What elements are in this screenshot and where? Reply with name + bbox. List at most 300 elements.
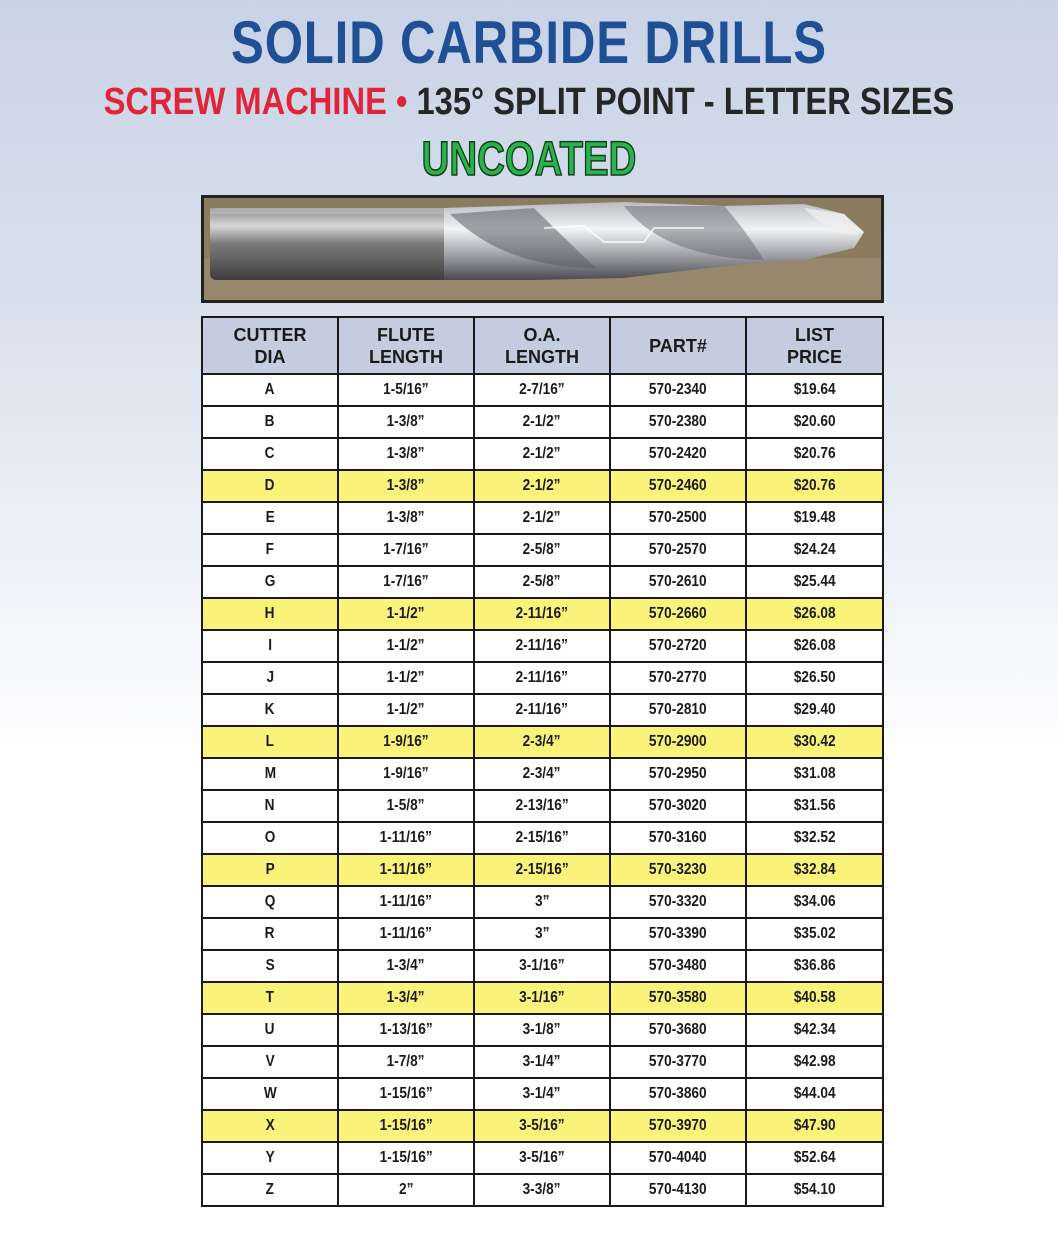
- cell-oa-length: [474, 406, 610, 438]
- cell-oa-length-text: 3-3/8”: [523, 1181, 561, 1198]
- cell-list-price: [746, 822, 883, 854]
- cell-flute-length-text: 1-1/2”: [387, 605, 425, 622]
- cell-cutter-dia-text: C: [265, 445, 275, 462]
- cell-part-number-text: 570-2460: [649, 477, 707, 494]
- cell-flute-length-text: 2”: [398, 1181, 414, 1198]
- cell-part-number: [610, 1014, 746, 1046]
- cell-cutter-dia: [202, 1078, 338, 1110]
- cell-cutter-dia-text: H: [265, 605, 275, 622]
- cell-oa-length-text: 3-1/8”: [523, 1021, 561, 1038]
- cell-cutter-dia: [202, 1110, 338, 1142]
- cell-part-number-text: 570-3680: [649, 1021, 707, 1038]
- cell-list-price-text: $30.42: [793, 733, 836, 750]
- cell-cutter-dia: [202, 630, 338, 662]
- cell-part-number-text: 570-2380: [649, 413, 707, 430]
- cell-oa-length: [474, 534, 610, 566]
- table-row: [202, 598, 883, 630]
- cell-part-number: [610, 918, 746, 950]
- cell-oa-length: [474, 822, 610, 854]
- cell-flute-length-text: 1-3/8”: [387, 509, 425, 526]
- cell-part-number: [610, 1110, 746, 1142]
- cell-part-number-text: 570-4130: [649, 1181, 707, 1198]
- header-list-price: LIST PRICE: [746, 317, 883, 374]
- cell-oa-length: [474, 1142, 610, 1174]
- cell-cutter-dia: [202, 886, 338, 918]
- drill-photo: [201, 195, 884, 303]
- cell-cutter-dia-text: K: [265, 701, 275, 718]
- subtitle-split-point: 135° SPLIT POINT - LETTER SIZES: [416, 81, 955, 123]
- table-row: [202, 566, 883, 598]
- cell-part-number-text: 570-3320: [649, 893, 707, 910]
- cell-list-price: [746, 854, 883, 886]
- cell-part-number: [610, 374, 746, 406]
- cell-oa-length-text: 3”: [534, 925, 550, 942]
- cell-list-price: [746, 566, 883, 598]
- cell-part-number-text: 570-2810: [649, 701, 707, 718]
- drill-specs-table: [201, 316, 884, 1207]
- cell-flute-length-text: 1-7/16”: [383, 573, 429, 590]
- cell-oa-length-text: 2-3/4”: [523, 733, 561, 750]
- cell-cutter-dia: [202, 438, 338, 470]
- cell-list-price-text: $42.34: [793, 1021, 836, 1038]
- cell-flute-length-text: 1-3/4”: [387, 989, 425, 1006]
- header-part-number: PART#: [610, 317, 746, 374]
- cell-list-price: [746, 982, 883, 1014]
- cell-cutter-dia: [202, 854, 338, 886]
- cell-cutter-dia-text: M: [264, 765, 276, 782]
- cell-cutter-dia: [202, 534, 338, 566]
- cell-flute-length-text: 1-11/16”: [379, 893, 433, 910]
- cell-oa-length: [474, 918, 610, 950]
- cell-part-number: [610, 694, 746, 726]
- cell-oa-length: [474, 470, 610, 502]
- cell-part-number-text: 570-3390: [649, 925, 707, 942]
- cell-part-number: [610, 534, 746, 566]
- cell-list-price-text: $32.52: [793, 829, 836, 846]
- cell-oa-length-text: 2-11/16”: [515, 701, 569, 718]
- cell-part-number-text: 570-2610: [649, 573, 707, 590]
- table-row: [202, 726, 883, 758]
- cell-oa-length-text: 2-1/2”: [523, 445, 561, 462]
- cell-cutter-dia-text: U: [265, 1021, 275, 1038]
- cell-list-price-text: $40.58: [793, 989, 836, 1006]
- cell-part-number: [610, 1078, 746, 1110]
- cell-part-number: [610, 662, 746, 694]
- cell-list-price-text: $26.08: [793, 605, 836, 622]
- cell-cutter-dia-text: F: [265, 541, 275, 558]
- cell-flute-length: [338, 822, 474, 854]
- cell-cutter-dia-text: L: [265, 733, 275, 750]
- cell-cutter-dia: [202, 406, 338, 438]
- cell-list-price: [746, 1174, 883, 1206]
- cell-list-price: [746, 374, 883, 406]
- cell-flute-length: [338, 630, 474, 662]
- cell-list-price-text: $19.48: [793, 509, 836, 526]
- subtitle-bullet: •: [395, 81, 408, 123]
- cell-cutter-dia: [202, 758, 338, 790]
- cell-flute-length-text: 1-11/16”: [379, 861, 433, 878]
- cell-oa-length-text: 2-15/16”: [515, 861, 569, 878]
- cell-cutter-dia-text: Y: [265, 1149, 275, 1166]
- cell-flute-length: [338, 438, 474, 470]
- cell-flute-length-text: 1-15/16”: [379, 1117, 433, 1134]
- cell-oa-length-text: 2-11/16”: [515, 637, 569, 654]
- cell-oa-length: [474, 598, 610, 630]
- cell-oa-length: [474, 662, 610, 694]
- cell-flute-length: [338, 1078, 474, 1110]
- cell-part-number-text: 570-2420: [649, 445, 707, 462]
- cell-part-number: [610, 726, 746, 758]
- cell-flute-length: [338, 534, 474, 566]
- table-row: [202, 406, 883, 438]
- table-row: [202, 502, 883, 534]
- cell-cutter-dia-text: A: [265, 381, 275, 398]
- table-row: [202, 470, 883, 502]
- cell-list-price-text: $25.44: [793, 573, 836, 590]
- table-row: [202, 950, 883, 982]
- cell-cutter-dia-text: X: [265, 1117, 275, 1134]
- header-flute-length: FLUTE LENGTH: [338, 317, 474, 374]
- cell-oa-length-text: 2-13/16”: [515, 797, 569, 814]
- cell-cutter-dia: [202, 790, 338, 822]
- cell-flute-length: [338, 726, 474, 758]
- cell-flute-length: [338, 886, 474, 918]
- cell-list-price-text: $19.64: [793, 381, 836, 398]
- cell-list-price: [746, 598, 883, 630]
- cell-flute-length-text: 1-3/4”: [387, 957, 425, 974]
- cell-flute-length: [338, 1142, 474, 1174]
- cell-list-price-text: $20.76: [793, 445, 836, 462]
- cell-flute-length-text: 1-1/2”: [387, 701, 425, 718]
- cell-list-price-text: $31.08: [793, 765, 836, 782]
- cell-part-number-text: 570-3230: [649, 861, 707, 878]
- cell-cutter-dia-text: W: [263, 1085, 277, 1102]
- cell-part-number: [610, 406, 746, 438]
- cell-oa-length-text: 2-3/4”: [523, 765, 561, 782]
- cell-cutter-dia-text: G: [264, 573, 276, 590]
- cell-cutter-dia-text: S: [265, 957, 275, 974]
- cell-oa-length-text: 3-1/16”: [519, 957, 565, 974]
- cell-cutter-dia-text: R: [265, 925, 275, 942]
- cell-list-price-text: $32.84: [793, 861, 836, 878]
- cell-part-number: [610, 950, 746, 982]
- cell-cutter-dia: [202, 470, 338, 502]
- coating-label: UNCOATED: [421, 133, 637, 186]
- cell-list-price-text: $24.24: [793, 541, 836, 558]
- cell-flute-length-text: 1-5/8”: [387, 797, 425, 814]
- cell-part-number-text: 570-3860: [649, 1085, 707, 1102]
- table-row: [202, 534, 883, 566]
- cell-list-price-text: $36.86: [793, 957, 836, 974]
- cell-oa-length: [474, 630, 610, 662]
- cell-part-number-text: 570-2770: [649, 669, 707, 686]
- table-row: [202, 662, 883, 694]
- cell-flute-length-text: 1-11/16”: [379, 829, 433, 846]
- table-row: [202, 630, 883, 662]
- cell-list-price: [746, 502, 883, 534]
- cell-part-number-text: 570-2900: [649, 733, 707, 750]
- cell-cutter-dia: [202, 726, 338, 758]
- cell-oa-length: [474, 374, 610, 406]
- cell-flute-length: [338, 1110, 474, 1142]
- cell-part-number: [610, 1046, 746, 1078]
- cell-oa-length: [474, 694, 610, 726]
- cell-flute-length-text: 1-9/16”: [383, 733, 429, 750]
- cell-oa-length-text: 3-1/16”: [519, 989, 565, 1006]
- cell-part-number: [610, 566, 746, 598]
- cell-list-price-text: $31.56: [793, 797, 836, 814]
- cell-flute-length-text: 1-15/16”: [379, 1149, 433, 1166]
- cell-part-number-text: 570-3020: [649, 797, 707, 814]
- cell-flute-length-text: 1-9/16”: [383, 765, 429, 782]
- cell-flute-length: [338, 982, 474, 1014]
- cell-part-number-text: 570-3970: [649, 1117, 707, 1134]
- table-row: [202, 886, 883, 918]
- cell-cutter-dia: [202, 822, 338, 854]
- cell-cutter-dia-text: P: [265, 861, 275, 878]
- cell-cutter-dia: [202, 598, 338, 630]
- cell-list-price: [746, 1142, 883, 1174]
- cell-cutter-dia-text: O: [264, 829, 276, 846]
- cell-cutter-dia: [202, 950, 338, 982]
- table-row: [202, 854, 883, 886]
- cell-flute-length-text: 1-3/8”: [387, 413, 425, 430]
- cell-cutter-dia-text: T: [265, 989, 275, 1006]
- table-row: [202, 1078, 883, 1110]
- cell-flute-length-text: 1-3/8”: [387, 477, 425, 494]
- cell-part-number: [610, 502, 746, 534]
- cell-part-number-text: 570-3480: [649, 957, 707, 974]
- page-title: SOLID CARBIDE DRILLS: [231, 9, 827, 76]
- cell-part-number-text: 570-2500: [649, 509, 707, 526]
- cell-flute-length: [338, 470, 474, 502]
- cell-part-number: [610, 470, 746, 502]
- cell-oa-length: [474, 950, 610, 982]
- cell-cutter-dia-text: Z: [265, 1181, 275, 1198]
- cell-cutter-dia: [202, 918, 338, 950]
- cell-list-price: [746, 662, 883, 694]
- cell-oa-length: [474, 790, 610, 822]
- table-row: [202, 694, 883, 726]
- table-row: [202, 1110, 883, 1142]
- cell-part-number-text: 570-2720: [649, 637, 707, 654]
- cell-list-price: [746, 758, 883, 790]
- cell-part-number: [610, 630, 746, 662]
- drill-image: [204, 198, 881, 300]
- cell-cutter-dia: [202, 1174, 338, 1206]
- cell-cutter-dia-text: B: [265, 413, 275, 430]
- table-row: [202, 374, 883, 406]
- table-row: [202, 1046, 883, 1078]
- table-row: [202, 1014, 883, 1046]
- table-body: [202, 374, 883, 1206]
- cell-flute-length-text: 1-15/16”: [379, 1085, 433, 1102]
- cell-flute-length-text: 1-3/8”: [387, 445, 425, 462]
- cell-oa-length: [474, 1110, 610, 1142]
- header-oa-length: O.A. LENGTH: [474, 317, 610, 374]
- cell-list-price-text: $26.08: [793, 637, 836, 654]
- cell-list-price: [746, 950, 883, 982]
- cell-list-price-text: $20.60: [793, 413, 836, 430]
- cell-list-price: [746, 1078, 883, 1110]
- cell-cutter-dia: [202, 502, 338, 534]
- cell-cutter-dia: [202, 982, 338, 1014]
- header-cutter-dia: CUTTER DIA: [202, 317, 338, 374]
- cell-flute-length: [338, 790, 474, 822]
- cell-cutter-dia: [202, 566, 338, 598]
- cell-part-number-text: 570-3580: [649, 989, 707, 1006]
- table-row: [202, 1174, 883, 1206]
- cell-flute-length-text: 1-13/16”: [379, 1021, 433, 1038]
- cell-list-price: [746, 1110, 883, 1142]
- cell-flute-length-text: 1-7/8”: [387, 1053, 425, 1070]
- cell-oa-length: [474, 1014, 610, 1046]
- cell-list-price-text: $34.06: [793, 893, 836, 910]
- cell-list-price: [746, 1046, 883, 1078]
- table-row: [202, 790, 883, 822]
- cell-list-price: [746, 534, 883, 566]
- cell-flute-length: [338, 918, 474, 950]
- table-header-row: [202, 317, 883, 374]
- cell-list-price: [746, 726, 883, 758]
- cell-part-number: [610, 438, 746, 470]
- cell-part-number-text: 570-2340: [649, 381, 707, 398]
- cell-flute-length: [338, 374, 474, 406]
- cell-oa-length-text: 2-1/2”: [523, 477, 561, 494]
- cell-part-number: [610, 886, 746, 918]
- cell-list-price-text: $42.98: [793, 1053, 836, 1070]
- cell-flute-length: [338, 1046, 474, 1078]
- cell-oa-length-text: 2-7/16”: [519, 381, 565, 398]
- cell-oa-length-text: 2-11/16”: [515, 605, 569, 622]
- cell-list-price-text: $35.02: [793, 925, 836, 942]
- cell-list-price: [746, 918, 883, 950]
- cell-oa-length: [474, 982, 610, 1014]
- cell-part-number-text: 570-2950: [649, 765, 707, 782]
- cell-flute-length: [338, 854, 474, 886]
- cell-part-number: [610, 598, 746, 630]
- cell-oa-length: [474, 758, 610, 790]
- subtitle-screw-machine: SCREW MACHINE: [103, 81, 387, 123]
- cell-oa-length-text: 2-5/8”: [523, 541, 561, 558]
- cell-list-price-text: $44.04: [793, 1085, 836, 1102]
- cell-flute-length: [338, 566, 474, 598]
- cell-flute-length: [338, 598, 474, 630]
- cell-oa-length: [474, 438, 610, 470]
- cell-oa-length-text: 2-11/16”: [515, 669, 569, 686]
- cell-list-price: [746, 470, 883, 502]
- cell-cutter-dia: [202, 1046, 338, 1078]
- cell-oa-length-text: 3-5/16”: [519, 1149, 565, 1166]
- cell-list-price: [746, 790, 883, 822]
- cell-oa-length: [474, 886, 610, 918]
- cell-oa-length-text: 3-1/4”: [523, 1085, 561, 1102]
- cell-list-price: [746, 886, 883, 918]
- cell-flute-length-text: 1-7/16”: [383, 541, 429, 558]
- table-row: [202, 822, 883, 854]
- cell-cutter-dia-text: J: [266, 669, 274, 686]
- cell-flute-length-text: 1-1/2”: [387, 669, 425, 686]
- cell-oa-length: [474, 566, 610, 598]
- cell-list-price-text: $54.10: [793, 1181, 836, 1198]
- cell-part-number-text: 570-3160: [649, 829, 707, 846]
- cell-list-price: [746, 1014, 883, 1046]
- cell-flute-length-text: 1-1/2”: [387, 637, 425, 654]
- cell-oa-length-text: 3-5/16”: [519, 1117, 565, 1134]
- cell-list-price: [746, 406, 883, 438]
- cell-oa-length-text: 2-15/16”: [515, 829, 569, 846]
- cell-flute-length: [338, 406, 474, 438]
- cell-flute-length: [338, 1174, 474, 1206]
- cell-cutter-dia-text: N: [265, 797, 275, 814]
- cell-cutter-dia-text: I: [268, 637, 272, 654]
- table-row: [202, 758, 883, 790]
- cell-list-price: [746, 438, 883, 470]
- table-row: [202, 1142, 883, 1174]
- cell-oa-length: [474, 1078, 610, 1110]
- cell-oa-length-text: 3-1/4”: [523, 1053, 561, 1070]
- cell-cutter-dia: [202, 694, 338, 726]
- table-row: [202, 918, 883, 950]
- cell-flute-length: [338, 694, 474, 726]
- cell-part-number-text: 570-3770: [649, 1053, 707, 1070]
- cell-flute-length-text: 1-5/16”: [383, 381, 429, 398]
- cell-part-number: [610, 758, 746, 790]
- cell-flute-length: [338, 1014, 474, 1046]
- cell-cutter-dia-text: D: [265, 477, 275, 494]
- cell-list-price-text: $47.90: [793, 1117, 836, 1134]
- cell-oa-length-text: 3”: [534, 893, 550, 910]
- cell-part-number: [610, 822, 746, 854]
- table-row: [202, 438, 883, 470]
- page-subtitle: [74, 80, 984, 124]
- cell-flute-length: [338, 662, 474, 694]
- cell-list-price-text: $20.76: [793, 477, 836, 494]
- cell-list-price-text: $26.50: [793, 669, 836, 686]
- cell-oa-length-text: 2-1/2”: [523, 413, 561, 430]
- cell-list-price: [746, 630, 883, 662]
- cell-list-price: [746, 694, 883, 726]
- cell-oa-length: [474, 1174, 610, 1206]
- cell-cutter-dia-text: E: [265, 509, 275, 526]
- table-row: [202, 982, 883, 1014]
- cell-oa-length: [474, 854, 610, 886]
- cell-cutter-dia: [202, 374, 338, 406]
- cell-cutter-dia-text: V: [265, 1053, 275, 1070]
- cell-part-number-text: 570-2660: [649, 605, 707, 622]
- cell-flute-length: [338, 950, 474, 982]
- cell-flute-length: [338, 502, 474, 534]
- cell-part-number: [610, 1142, 746, 1174]
- cell-cutter-dia-text: Q: [264, 893, 276, 910]
- cell-cutter-dia: [202, 662, 338, 694]
- cell-oa-length: [474, 726, 610, 758]
- cell-list-price-text: $52.64: [793, 1149, 836, 1166]
- cell-flute-length: [338, 758, 474, 790]
- cell-cutter-dia: [202, 1014, 338, 1046]
- cell-part-number-text: 570-2570: [649, 541, 707, 558]
- cell-part-number-text: 570-4040: [649, 1149, 707, 1166]
- cell-part-number: [610, 982, 746, 1014]
- cell-flute-length-text: 1-11/16”: [379, 925, 433, 942]
- cell-part-number: [610, 790, 746, 822]
- cell-cutter-dia: [202, 1142, 338, 1174]
- cell-part-number: [610, 854, 746, 886]
- cell-oa-length: [474, 1046, 610, 1078]
- cell-list-price-text: $29.40: [793, 701, 836, 718]
- cell-oa-length: [474, 502, 610, 534]
- cell-part-number: [610, 1174, 746, 1206]
